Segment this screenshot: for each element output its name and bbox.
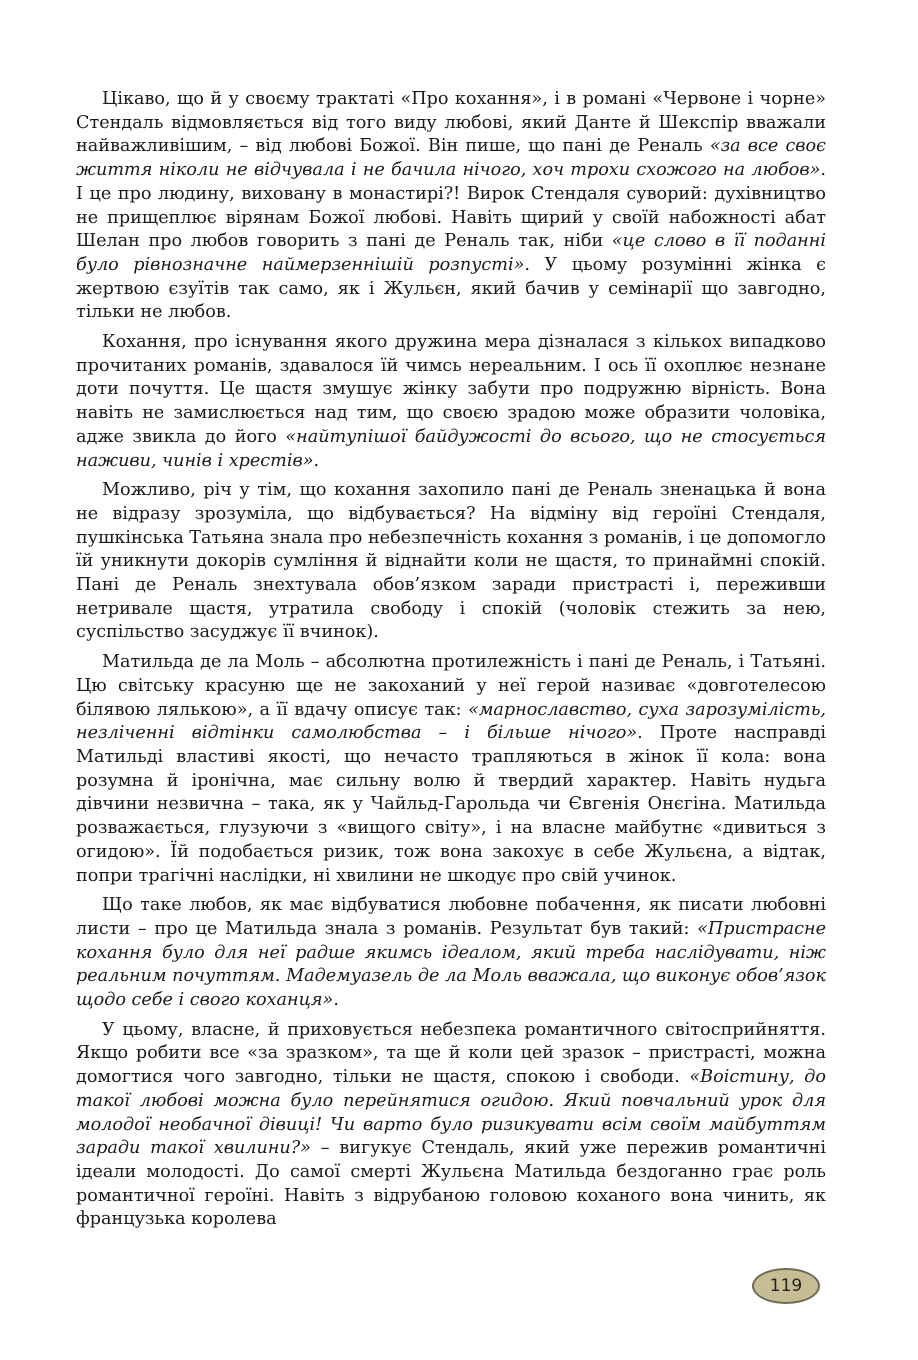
paragraph-2 [76, 331, 826, 473]
text-run: Матильда де ла Моль – абсолютна протилежність і пані де Реналь, і Татьяні. Цю світську красуню ще не закоханий у неї герой називає «довготелесою білявою лялькою», а її вдачу описує так: [76, 652, 826, 720]
paragraph-4 [76, 651, 826, 888]
text-run: . І це про людину, виховану в монастирі?! Вирок Стендаля суворий: духівництво не прищеплює вірянам Божої любові. Навіть щирий у своїй набожності абат Шелан про любов говорить з пані де Реналь так, ніби [76, 160, 826, 252]
text-run: . [333, 990, 339, 1011]
text-run: Що таке любов, як має відбуватися любовне побачення, як писати любовні листи – про це Матильда знала з романів. Результат був такий: [76, 895, 826, 939]
text-run: Кохання, про існування якого дружина мера дізналася з кількох випадково прочитаних романів, здавалося їй чимсь нереальним. І ось її охоплює незнане доти почуття. Це щастя змушує жінку забути про подружню вірність. Вона навіть не замислюється над тим, що своєю зрадою може образити чоловіка, адже звикла до його [76, 332, 826, 447]
text-run: – вигукує Стендаль, який уже пережив романтичні ідеали молодості. До самої смерті Жульєна Матильда бездоганно грає роль романтичної героїні. Навіть з відрубаною головою коханого вона чинить, як французька королева [76, 1138, 827, 1230]
quote: «Пристрасне кохання було для неї радше якимсь ідеалом, який треба наслідувати, ніж реальним почуттям. Мадемуазель де ла Моль вважала, що виконує обов’язок щодо себе і свого коханця» [76, 918, 826, 1011]
text-run: . Проте насправді Матильді властиві якості, що нечасто трапляються в жінок її кола: вона розумна й іронічна, має сильну волю й твердий характер. Навіть нудьга дівчини незвична – така, як у Чайльд-Гарольда чи Євгенія Онєгіна. Матильда розважається, глузуючи з «вищого світу», і на власне майбутнє «дивиться з огидою». Їй подобається ризик, тож вона закохує в себе Жульєна, а відтак, попри трагічні наслідки, ні хвилини не шкодує про свій учинок. [76, 723, 826, 886]
paragraph-3 [76, 479, 826, 645]
paragraph-5 [76, 894, 826, 1013]
page-number [752, 1268, 820, 1304]
quote: «найтупішої байдужості до всього, що не стосується наживи, чинів і хрестів» [76, 426, 827, 471]
body-text [76, 88, 826, 1238]
paragraph-6 [76, 1019, 826, 1232]
page-number-label: 119 [769, 1276, 803, 1296]
text-run: . У цьому розумінні жінка є жертвою єзуїтів так само, як і Жульєн, який бачив у семінарії що завгодно, тільки не любов. [76, 254, 826, 323]
paragraph-1 [76, 88, 826, 325]
text-run: У цьому, власне, й приховується небезпека романтичного світосприйняття. Якщо робити все «за зразком», та ще й коли цей зразок – пристрасті, можна домогтися чого завгодно, тільки не щастя, спокою і свободи. [76, 1019, 826, 1088]
quote: «марнославство, суха зарозумілість, незліченні відтінки самолюбства – і більше нічого» [76, 699, 826, 744]
text-run: Можливо, річ у тім, що кохання захопило пані де Реналь зненацька й вона не відразу зрозуміла, що відбувається? На відміну від героїні Стендаля, пушкінська Татьяна знала про небезпечність кохання з романів, і це допомогло їй уникнути докорів сумління й віднайти коли не щастя, то принаймні спокій. Пані де Реналь знехтувала обов’язком заради пристрасті і, переживши нетривале щастя, утратила свободу і спокій (чоловік стежить за нею, суспільство засуджує її вчинок). [76, 480, 826, 643]
text-run: . [313, 450, 320, 471]
text-run: Цікаво, що й у своєму трактаті «Про кохання», і в романі «Червоне і чорне» Стендаль відмовляється від того виду любові, який Данте й Шекспір вважали найважливішим, – від любові Божої. Він пише, що пані де Реналь [76, 89, 826, 157]
quote: «за все своє життя ніколи не відчувала і не бачила нічого, хоч трохи схожого на любов» [76, 136, 826, 181]
quote: «Воістину, до такої любові можна було перейнятися огидою. Який повчальний урок для молодої необачної дівиці! Чи варто було ризикувати всім своїм майбуттям заради такої хвилини?» [76, 1067, 826, 1159]
quote: «це слово в її поданні було рівнозначне наймерзеннішій розпусті» [76, 231, 826, 275]
